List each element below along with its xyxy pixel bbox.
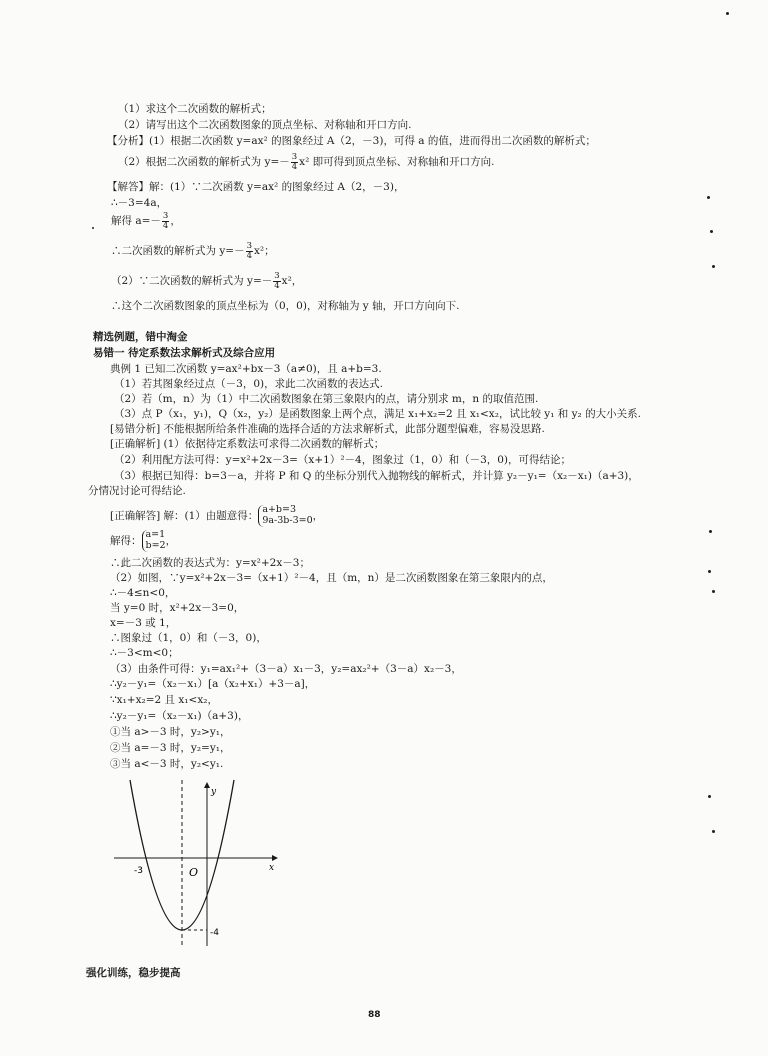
footer-title: 强化训练，稳步提高 (86, 967, 181, 979)
origin-label: O (189, 866, 199, 879)
x-axis-arrow (272, 855, 278, 861)
answer-solve: 解得： a=1 b=2 ， (110, 529, 177, 551)
x-axis-label: x (269, 863, 275, 873)
analysis-line-1: 【分析】(1）根据二次函数 y=ax² 的图象经过 A（2，－3)，可得 a 的值，进而得出二次函数的解析式； (107, 135, 596, 147)
solution-a-value: 解得 a=－ $\frac{3}{4}$ ， (111, 211, 181, 231)
scan-speck (709, 530, 712, 533)
neg4-label: -4 (210, 928, 219, 938)
solution-conclusion: ∴这个二次函数图象的顶点坐标为（0，0)，对称轴为 y 轴，开口方向向下. (111, 300, 460, 312)
solution-head: 【解答】解：(1）∵二次函数 y=ax² 的图象经过 A（2，－3)， (107, 181, 405, 193)
scan-speck (92, 227, 94, 229)
correct-analysis-3: （3）根据已知得：b=3－a，并将 P 和 Q 的坐标分别代入抛物线的解析式，并计算 y₂－y₁=（x₂－x₁)（a+3)， (114, 470, 639, 482)
answer-case-2: ②当 a=－3 时，y₂=y₁， (110, 742, 231, 754)
scan-speck (708, 570, 711, 573)
answer-line-10: ∵x₁+x₂=2 且 x₁<x₂， (110, 694, 218, 706)
question-1: （1）求这个二次函数的解析式； (118, 103, 272, 115)
scan-speck (707, 196, 710, 199)
error-analysis: [易错分析] 不能根据所给条件准确的选择合适的方法求解析式，此部分题型偏难，容易没思路. (110, 423, 545, 435)
answer-line-4: 当 y=0 时，x²+2x－3=0， (110, 602, 245, 614)
answer-line-7: ∴－3<m<0； (110, 647, 179, 659)
scan-speck (712, 590, 715, 593)
y-axis-label: y (211, 787, 217, 797)
correct-analysis-head: [正确解析] (1）依据待定系数法可求得二次函数的解析式； (110, 438, 385, 450)
solution-system: a=1 b=2 (142, 530, 166, 552)
answer-case-3: ③当 a<－3 时，y₂<y₁. (110, 758, 224, 770)
answer-line-3: ∴－4≤n<0， (110, 587, 176, 599)
answer-head: [正确解答] 解：(1）由题意得： a+b=3 9a-3b-3=0 ， (110, 504, 324, 526)
neg3-label: -3 (134, 866, 143, 876)
scan-speck (710, 230, 713, 233)
answer-line-6: ∴图象过（1，0）和（－3，0)， (110, 632, 267, 644)
equation-system: a+b=3 9a-3b-3=0 (258, 505, 312, 527)
solution-expression: ∴二次函数的解析式为 y=－ $\frac{3}{4}$ x²； (111, 241, 275, 261)
y-axis-arrow (204, 782, 210, 788)
scan-speck (726, 12, 729, 15)
correct-analysis-2: （2）利用配方法可得：y=x²+2x－3=（x+1）²－4，图象过（1，0）和（－3，0)，可得结论； (114, 454, 572, 466)
solution-part-2: （2）∵二次函数的解析式为 y=－ $\frac{3}{4}$ x²， (111, 271, 303, 291)
scan-speck (712, 265, 715, 268)
answer-line-5: x=－3 或 1， (110, 617, 177, 629)
example-part-3: （3）点 P（x₁，y₁)，Q（x₂，y₂）是函数图象上两个点，满足 x₁+x₂=2 且 x₁<x₂，试比较 y₁ 和 y₂ 的大小关系. (114, 408, 641, 420)
answer-line-2: （2）如图，∵y=x²+2x－3=（x+1）²－4，且（m，n）是二次函数图象在第三象限内的点， (110, 572, 553, 584)
answer-line-8: （3）由条件可得：y₁=ax₁²+（3－a）x₁－3，y₂=ax₂²+（3－a）x₂－3， (110, 663, 462, 675)
answer-case-1: ①当 a>－3 时，y₂>y₁， (110, 726, 231, 738)
section-title: 精选例题，错中淘金 (93, 331, 188, 343)
answer-line-11: ∴y₂－y₁=（x₂－x₁)（a+3)， (110, 710, 249, 722)
page-number: 88 (368, 1010, 381, 1020)
topic-title: 易错一 待定系数法求解析式及综合应用 (93, 347, 276, 359)
example-part-1: （1）若其图象经过点（－3，0)，求此二次函数的表达式. (114, 378, 383, 390)
parabola-figure (112, 778, 282, 948)
answer-line-9: ∴y₂－y₁=（x₂－x₁）[a（x₂+x₁）+3－a]， (110, 678, 316, 690)
example-head: 典例 1 已知二次函数 y=ax²+bx－3（a≠0)，且 a+b=3. (110, 363, 382, 375)
question-2: （2）请写出这个二次函数图象的顶点坐标、对称轴和开口方向. (118, 119, 412, 131)
example-part-2: （2）若（m，n）为（1）中二次函数图象在第三象限内的点，请分别求 m，n 的取值范围. (114, 393, 539, 405)
correct-analysis-3b: 分情况讨论可得结论. (88, 485, 186, 497)
scan-speck (708, 795, 711, 798)
analysis-line-2: （2）根据二次函数的解析式为 y=－ $\frac{3}{4}$ x² 即可得到顶点坐标、对称轴和开口方向. (118, 152, 495, 172)
solution-equation: ∴－3=4a， (111, 197, 168, 209)
answer-line-1: ∴此二次函数的表达式为：y=x²+2x－3； (110, 557, 310, 569)
scan-speck (712, 830, 715, 833)
fraction: $\frac{3}{4}$ (291, 152, 298, 172)
